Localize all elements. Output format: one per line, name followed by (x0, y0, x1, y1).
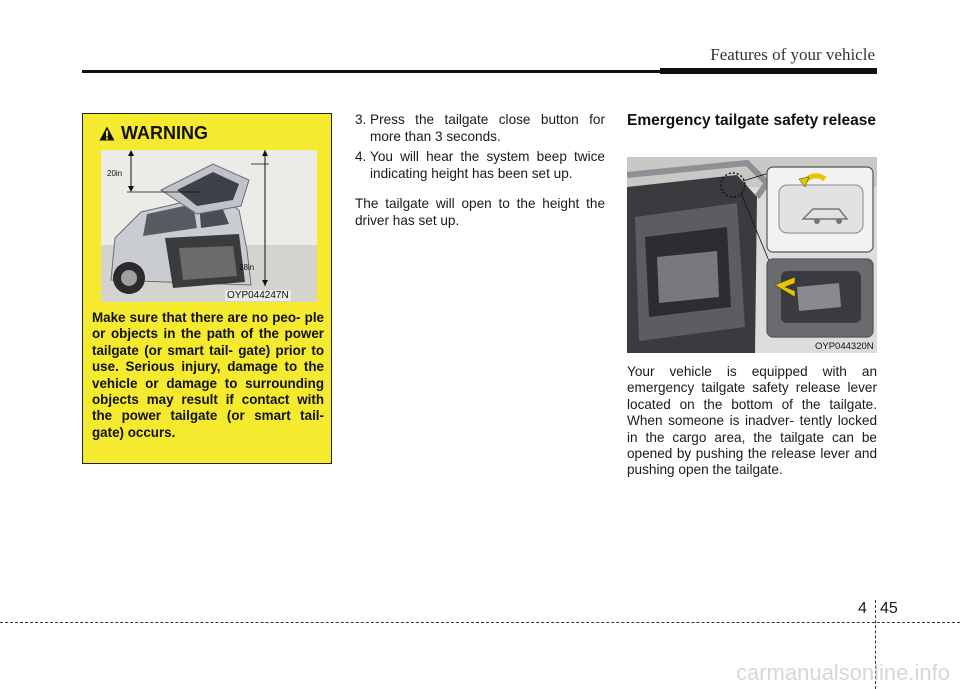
tailgate-release-lever-image (627, 157, 877, 353)
section-heading: Emergency tailgate safety release (627, 112, 876, 129)
warning-triangle-icon (99, 126, 115, 141)
warning-text: Make sure that there are no peo- ple or objects in the path of the power tailgate (or smart tail- gate) prior to use. Serious injury, damage to the vehicle or damage to surrounding objects may result if contact with the power tailgate (or smart tail- gate) occurs. (92, 310, 324, 440)
instruction-steps (355, 112, 605, 229)
warning-box (82, 113, 332, 464)
warning-image-code: OYP044247N (227, 290, 289, 301)
step-number: 4. (355, 149, 367, 164)
section-body-text: Your vehicle is equipped with an emergency tailgate safety release lever located on the bottom of the tailgate. When someone is inadver- tently locked in the cargo area, the tailgate can be opened by pushing the release lever and pushing open the tailgate. (627, 364, 877, 478)
step-text: Press the tailgate close button for more than 3 seconds. (370, 112, 605, 144)
page-header-title: Features of your vehicle (710, 45, 875, 64)
body-paragraph: The tailgate will open to the height the driver has set up. (355, 196, 605, 228)
step-item (355, 149, 605, 182)
step-item (355, 112, 605, 145)
step-text: You will hear the system beep twice indicating height has been set up. (370, 149, 605, 181)
step-number: 3. (355, 112, 367, 127)
header-rule-accent (660, 68, 877, 74)
tailgate-height-illustration (101, 150, 317, 302)
suv-open-tailgate-image (101, 150, 317, 302)
page-number: 45 (880, 600, 898, 617)
height-label-28in: 28in (239, 263, 255, 272)
warning-heading (99, 123, 208, 144)
section-image-code: OYP044320N (815, 341, 874, 352)
watermark-text: carmanualsonline.info (735, 660, 950, 685)
chapter-number: 4 (858, 600, 867, 617)
warning-title: WARNING (121, 123, 208, 143)
height-label-20in: 20in (107, 169, 123, 178)
footer-rule (0, 622, 960, 623)
safety-release-illustration (627, 157, 877, 353)
